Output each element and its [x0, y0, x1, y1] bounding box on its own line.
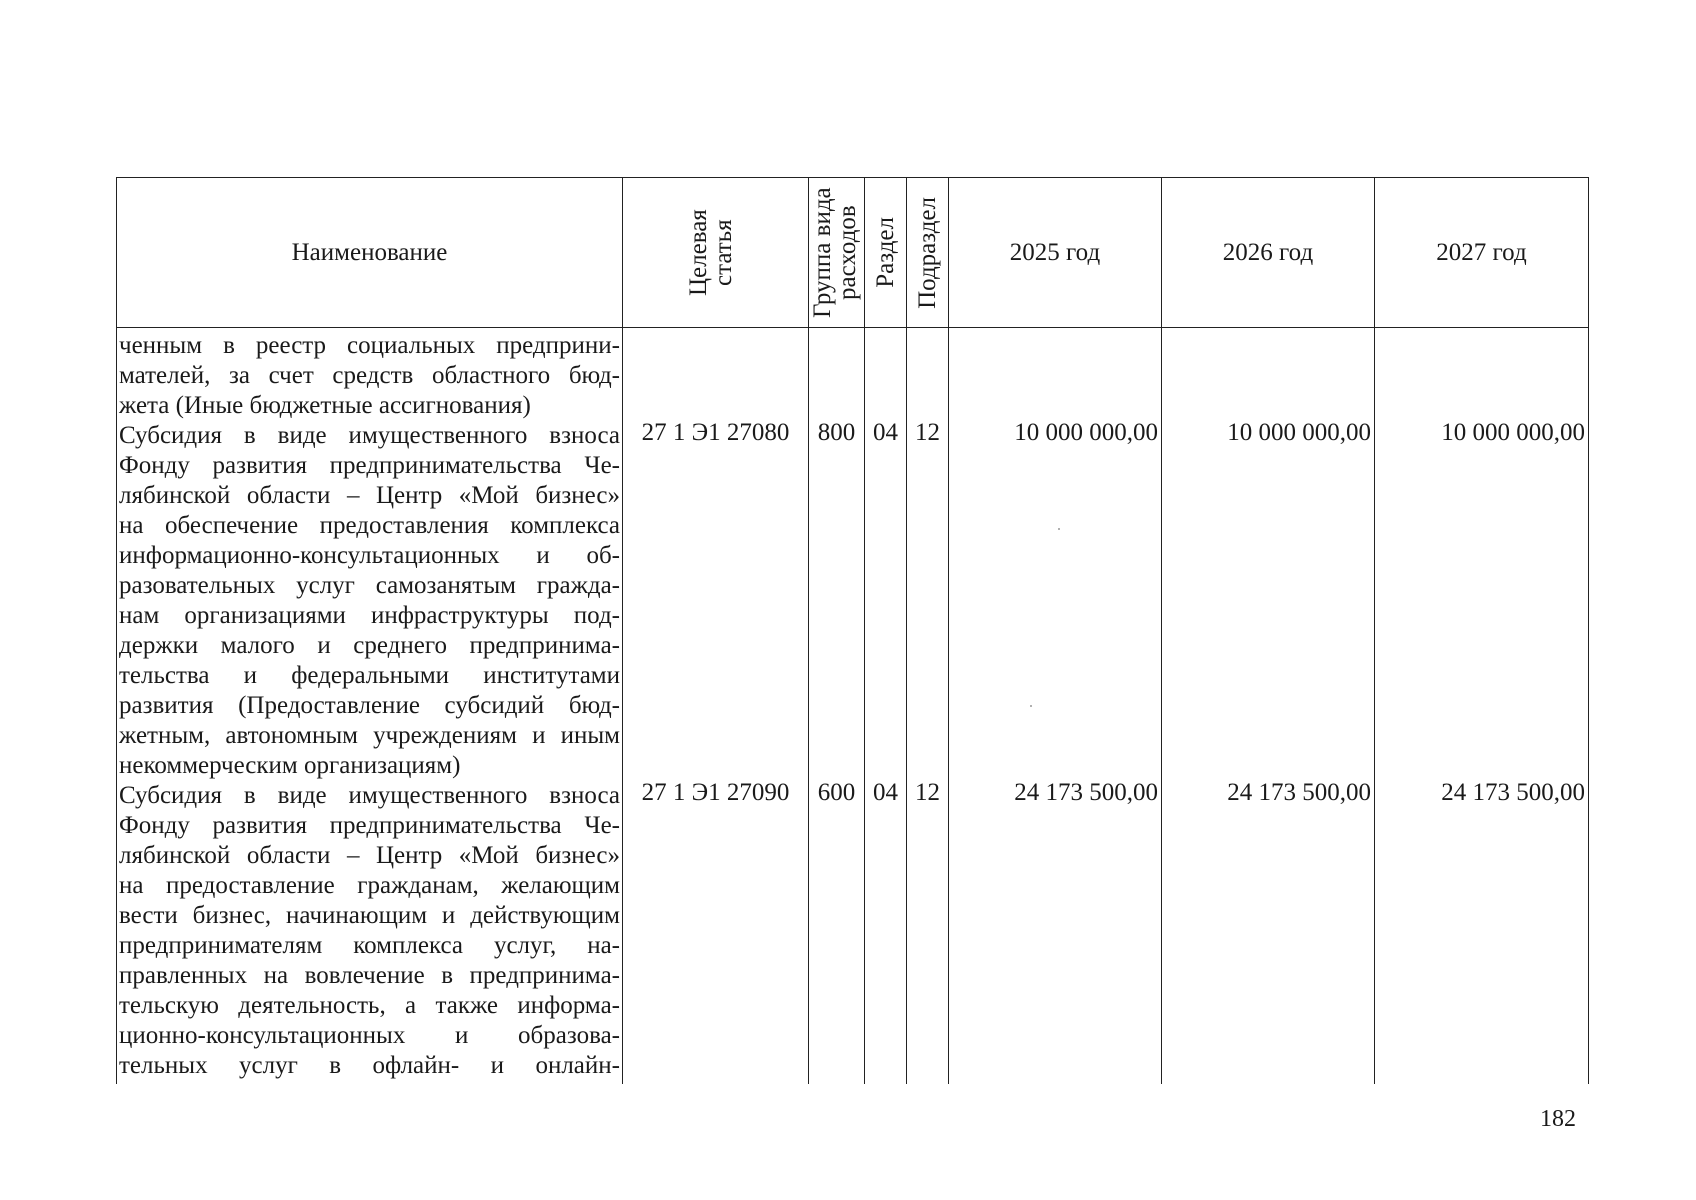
y2026-value-1: 10 000 000,00 [1227, 419, 1371, 446]
expense-group-1: 800 [817, 419, 856, 446]
header-subsection: Подраздел [907, 178, 949, 328]
name-column [117, 328, 623, 1085]
y2026-value-2: 24 173 500,00 [1227, 779, 1371, 806]
scan-speck [1030, 705, 1032, 707]
target-article-column [623, 328, 809, 1085]
header-target-article: Целевая статья [623, 178, 809, 328]
target-article-2: 27 1 Э1 27090 [641, 779, 790, 806]
y2025-column [949, 328, 1162, 1085]
row-name-1: ченным в реестр социальных предприни- мателей, за счет средств областного бюд- жета (Иные бюджетные ассигнования) [119, 332, 620, 419]
header-2027: 2027 год [1375, 178, 1589, 328]
header-section: Раздел [865, 178, 907, 328]
y2027-value-2: 24 173 500,00 [1441, 779, 1585, 806]
table-body-row [117, 328, 1589, 1085]
header-expense-group: Группа вида расходов [809, 178, 865, 328]
section-2: 04 [873, 779, 898, 806]
expense-group-2: 600 [817, 779, 856, 806]
row-name-3: Субсидия в виде имущественного взноса Фонду развития предпринимательства Че- лябинской области – Центр «Мой бизнес» на предоставление гражданам, желающим вести бизнес, начинающим и действующим предпринимателям комплекса услуг, на- правленных на вовлечение в предпринима- тельскую деятельность, а также информа- ционно-консультационных и образова- тельных услуг в офлайн- и онлайн- [119, 782, 620, 1079]
budget-table [116, 177, 1589, 1084]
header-2025: 2025 год [949, 178, 1162, 328]
expense-group-column [809, 328, 865, 1085]
y2027-value-1: 10 000 000,00 [1441, 419, 1585, 446]
y2027-column [1375, 328, 1589, 1085]
section-1: 04 [873, 419, 898, 446]
header-name: Наименование [117, 178, 623, 328]
y2025-value-1: 10 000 000,00 [1014, 419, 1158, 446]
section-column [865, 328, 907, 1085]
header-row [117, 178, 1589, 328]
y2026-column [1162, 328, 1375, 1085]
subsection-2: 12 [915, 779, 940, 806]
row-name-2: Субсидия в виде имущественного взноса Фонду развития предпринимательства Че- лябинской области – Центр «Мой бизнес» на обеспечение предоставления комплекса информационно-консультационных и об- разовательных услуг самозанятым гражда- нам организациями инфраструктуры под- держки малого и среднего предпринима- тельства и федеральными институтами развития (Предоставление субсидий бюд- жетным, автономным учреждениям и иным некоммерческим организациям) [119, 422, 620, 779]
target-article-1: 27 1 Э1 27080 [641, 419, 790, 446]
header-2026: 2026 год [1162, 178, 1375, 328]
y2025-value-2: 24 173 500,00 [1014, 779, 1158, 806]
page-number: 182 [1540, 1106, 1576, 1132]
subsection-column [907, 328, 949, 1085]
scan-speck [1058, 528, 1060, 530]
subsection-1: 12 [915, 419, 940, 446]
